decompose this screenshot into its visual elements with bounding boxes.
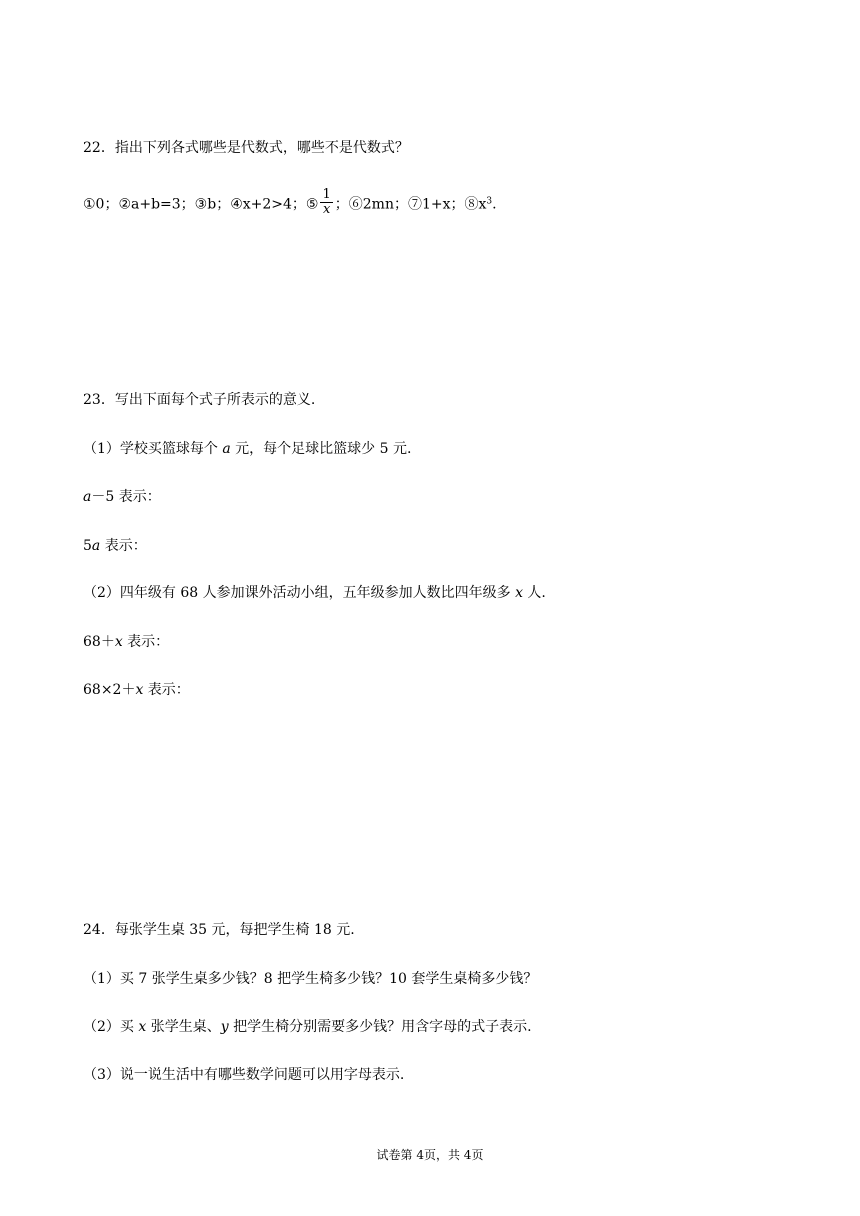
q23-part1-text-a: （1）学校买篮球每个 bbox=[83, 441, 223, 457]
q23-expr2 bbox=[83, 536, 147, 556]
q24-part3: （3）说一说生活中有哪些数学问题可以用字母表示. bbox=[83, 1067, 405, 1083]
q23-expr4-var: x bbox=[135, 682, 144, 698]
q22-items bbox=[83, 187, 497, 219]
q23-part2-text-b: 人. bbox=[522, 585, 546, 601]
q22-fraction-numerator: 1 bbox=[322, 187, 331, 202]
q24-part2-text-c: 把学生椅分别需要多少钱？用含字母的式子表示. bbox=[228, 1019, 532, 1035]
q23-expr1 bbox=[83, 487, 161, 507]
q22-exponent: 3 bbox=[486, 196, 493, 207]
q24-part1: （1）买 7 张学生桌多少钱？8 把学生椅多少钱？10 套学生桌椅多少钱？ bbox=[83, 971, 538, 987]
q23-expr3-b: 表示： bbox=[122, 634, 170, 650]
page-footer: 试卷第 4页，共 4页 bbox=[376, 1148, 484, 1162]
q23-expr2-num: 5 bbox=[83, 538, 92, 554]
q24-part2-text-b: 张学生桌、 bbox=[146, 1019, 221, 1035]
q22-end: . bbox=[492, 196, 497, 213]
q23-expr1-rest: －5 表示： bbox=[91, 489, 161, 505]
q23-expr4-a: 68×2＋ bbox=[83, 682, 136, 698]
q23-expr2-rest: 表示： bbox=[100, 538, 147, 554]
q22-items-after: ；⑥2mn；⑦1+x；⑧x bbox=[334, 196, 487, 213]
q23-part1 bbox=[83, 439, 411, 459]
q24-part2-text-a: （2）买 bbox=[83, 1019, 139, 1035]
q24-title: 24．每张学生桌 35 元，每把学生椅 18 元. bbox=[83, 922, 355, 938]
q23-expr4-b: 表示： bbox=[143, 682, 190, 698]
q23-title: 23．写出下面每个式子所表示的意义. bbox=[83, 392, 316, 408]
q23-part1-text-b: 元，每个足球比篮球少 5 元. bbox=[230, 441, 412, 457]
q24-part2-var-x: x bbox=[138, 1019, 147, 1035]
q23-part2 bbox=[83, 583, 546, 603]
q24-part2 bbox=[83, 1017, 532, 1037]
q23-expr3-var: x bbox=[114, 634, 123, 650]
q23-part2-text-a: （2）四年级有 68 人参加课外活动小组，五年级参加人数比四年级多 bbox=[83, 585, 516, 601]
q23-expr1-var: a bbox=[83, 489, 92, 505]
q23-expr3 bbox=[83, 632, 169, 652]
q22-title: 22．指出下列各式哪些是代数式，哪些不是代数式？ bbox=[83, 140, 409, 156]
q23-expr3-a: 68＋ bbox=[83, 634, 115, 650]
q23-expr2-var: a bbox=[91, 538, 101, 554]
q23-part2-var: x bbox=[515, 585, 523, 601]
q22-fraction-denominator: x bbox=[322, 202, 331, 217]
q22-fraction bbox=[320, 188, 332, 217]
q24-part2-var-y: y bbox=[220, 1019, 229, 1035]
q22-items-before: ①0；②a+b=3；③b；④x+2>4；⑤ bbox=[83, 196, 319, 213]
q23-part1-var: a bbox=[222, 441, 231, 457]
q23-expr4 bbox=[83, 680, 190, 700]
